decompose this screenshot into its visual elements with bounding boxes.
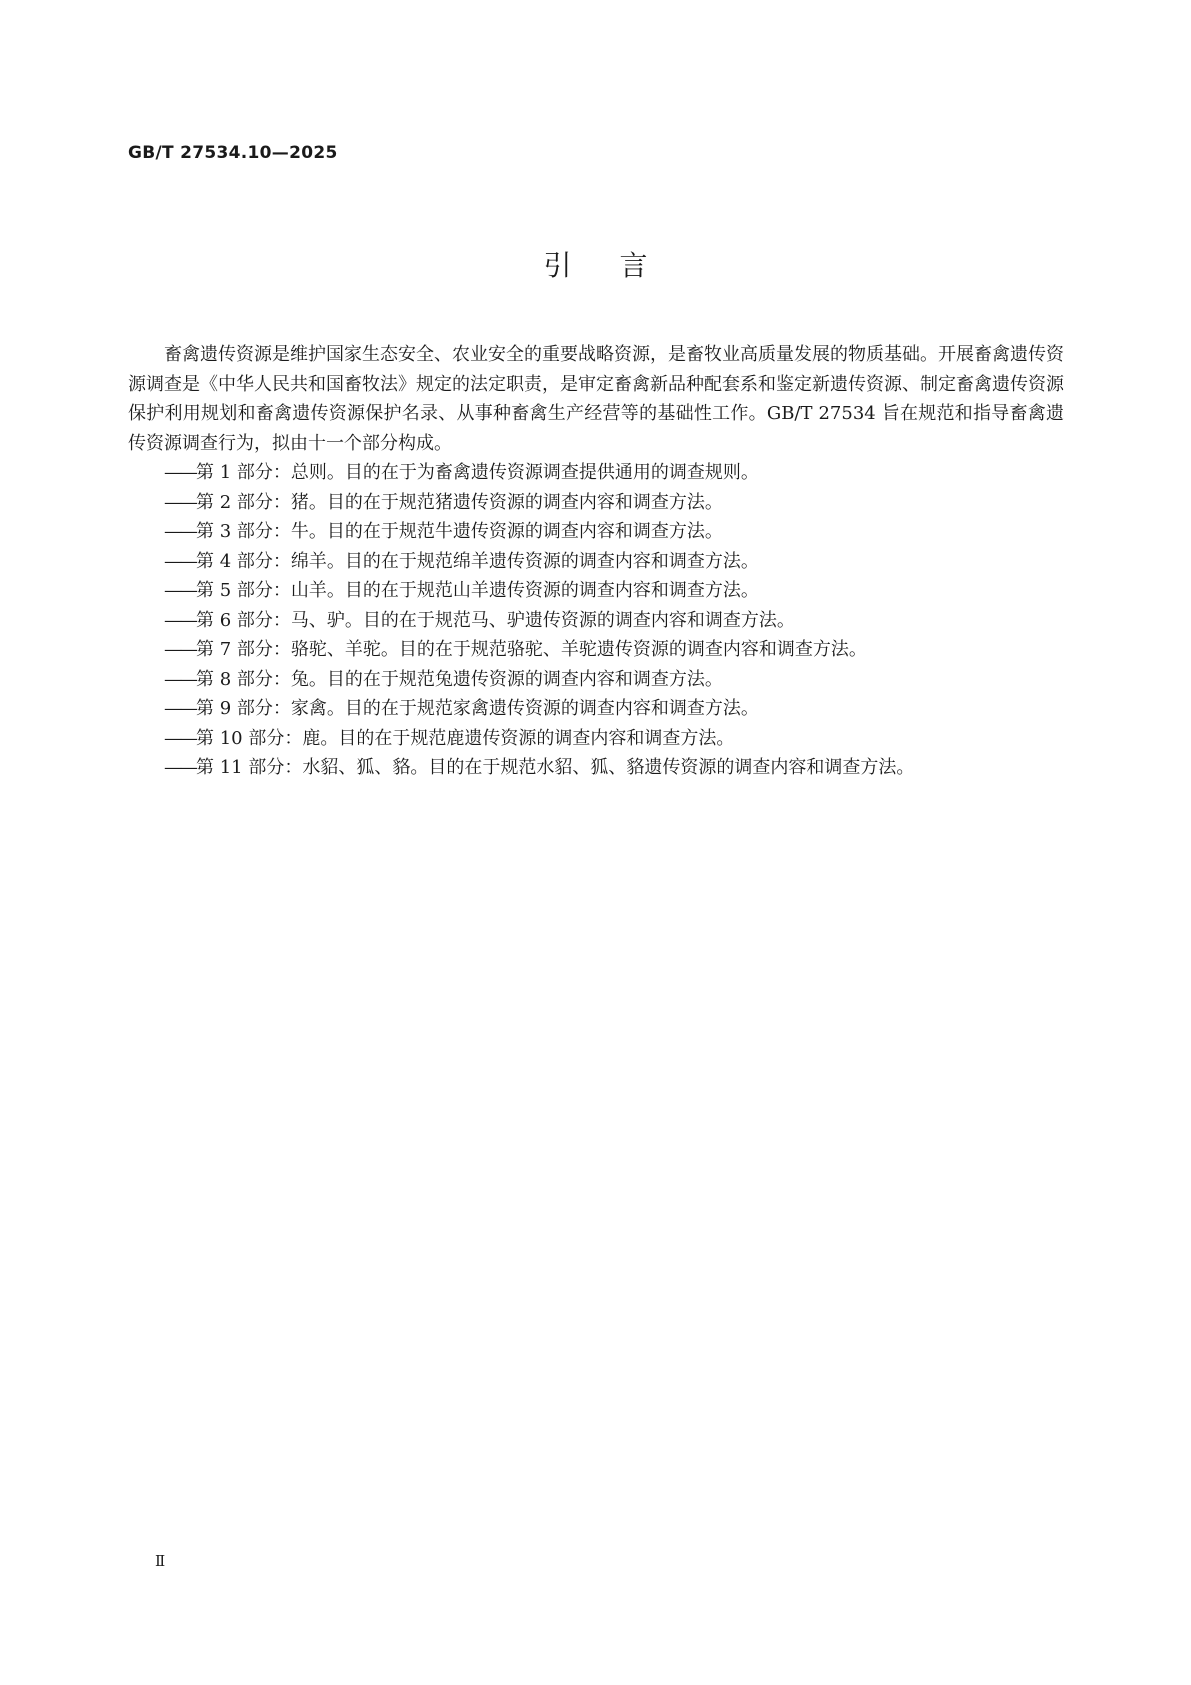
list-dash: ——: [164, 462, 196, 483]
list-item: [128, 517, 1064, 547]
list-dash: ——: [164, 550, 196, 572]
part-text: 第 7 部分：骆驼、羊驼。目的在于规范骆驼、羊驼遗传资源的调查内容和调查方法。: [196, 639, 867, 660]
part-text: 第 9 部分：家禽。目的在于规范家禽遗传资源的调查内容和调查方法。: [196, 698, 759, 719]
list-item: [128, 606, 1064, 636]
list-item: [128, 576, 1064, 606]
intro-paragraph: 畜禽遗传资源是维护国家生态安全、农业安全的重要战略资源，是畜牧业高质量发展的物质基础。开展畜禽遗传资源调查是《中华人民共和国畜牧法》规定的法定职责，是审定畜禽新品种配套系和鉴定新遗传资源、制定畜禽遗传资源保护利用规划和畜禽遗传资源保护名录、从事种畜禽生产经营等的基础性工作。GB/T 27534 旨在规范和指导畜禽遗传资源调查行为，拟由十一个部分构成。: [128, 344, 1064, 454]
list-dash: ——: [164, 668, 196, 690]
part-text: 第 4 部分：绵羊。目的在于规范绵羊遗传资源的调查内容和调查方法。: [196, 550, 759, 572]
list-item: [128, 753, 1064, 783]
list-dash: ——: [164, 580, 196, 601]
list-dash: ——: [164, 639, 196, 660]
part-text: 第 10 部分：鹿。目的在于规范鹿遗传资源的调查内容和调查方法。: [196, 727, 735, 749]
list-dash: ——: [164, 491, 196, 513]
list-dash: ——: [164, 609, 196, 631]
part-text: 第 1 部分：总则。目的在于为畜禽遗传资源调查提供通用的调查规则。: [196, 462, 759, 483]
list-item: [128, 488, 1064, 518]
part-text: 第 8 部分：兔。目的在于规范兔遗传资源的调查内容和调查方法。: [196, 668, 723, 690]
part-text: 第 6 部分：马、驴。目的在于规范马、驴遗传资源的调查内容和调查方法。: [196, 609, 795, 631]
list-item: [128, 547, 1064, 577]
document-id: GB/T 27534.10—2025: [128, 143, 338, 163]
list-dash: ——: [164, 698, 196, 719]
list-item: [128, 635, 1064, 665]
list-dash: ——: [164, 521, 196, 542]
list-item: [128, 665, 1064, 695]
part-text: 第 5 部分：山羊。目的在于规范山羊遗传资源的调查内容和调查方法。: [196, 580, 759, 601]
part-text: 第 3 部分：牛。目的在于规范牛遗传资源的调查内容和调查方法。: [196, 521, 723, 542]
part-text: 第 11 部分：水貂、狐、貉。目的在于规范水貂、狐、貉遗传资源的调查内容和调查方法。: [196, 757, 915, 778]
part-text: 第 2 部分：猪。目的在于规范猪遗传资源的调查内容和调查方法。: [196, 491, 723, 513]
body-text: [128, 340, 1064, 783]
list-item: [128, 458, 1064, 488]
list-dash: ——: [164, 727, 196, 749]
list-item: [128, 724, 1064, 754]
list-item: [128, 694, 1064, 724]
parts-list: [128, 458, 1064, 783]
page-number: Ⅱ: [155, 1552, 166, 1570]
list-dash: ——: [164, 757, 196, 778]
section-title: 引言: [543, 249, 696, 282]
